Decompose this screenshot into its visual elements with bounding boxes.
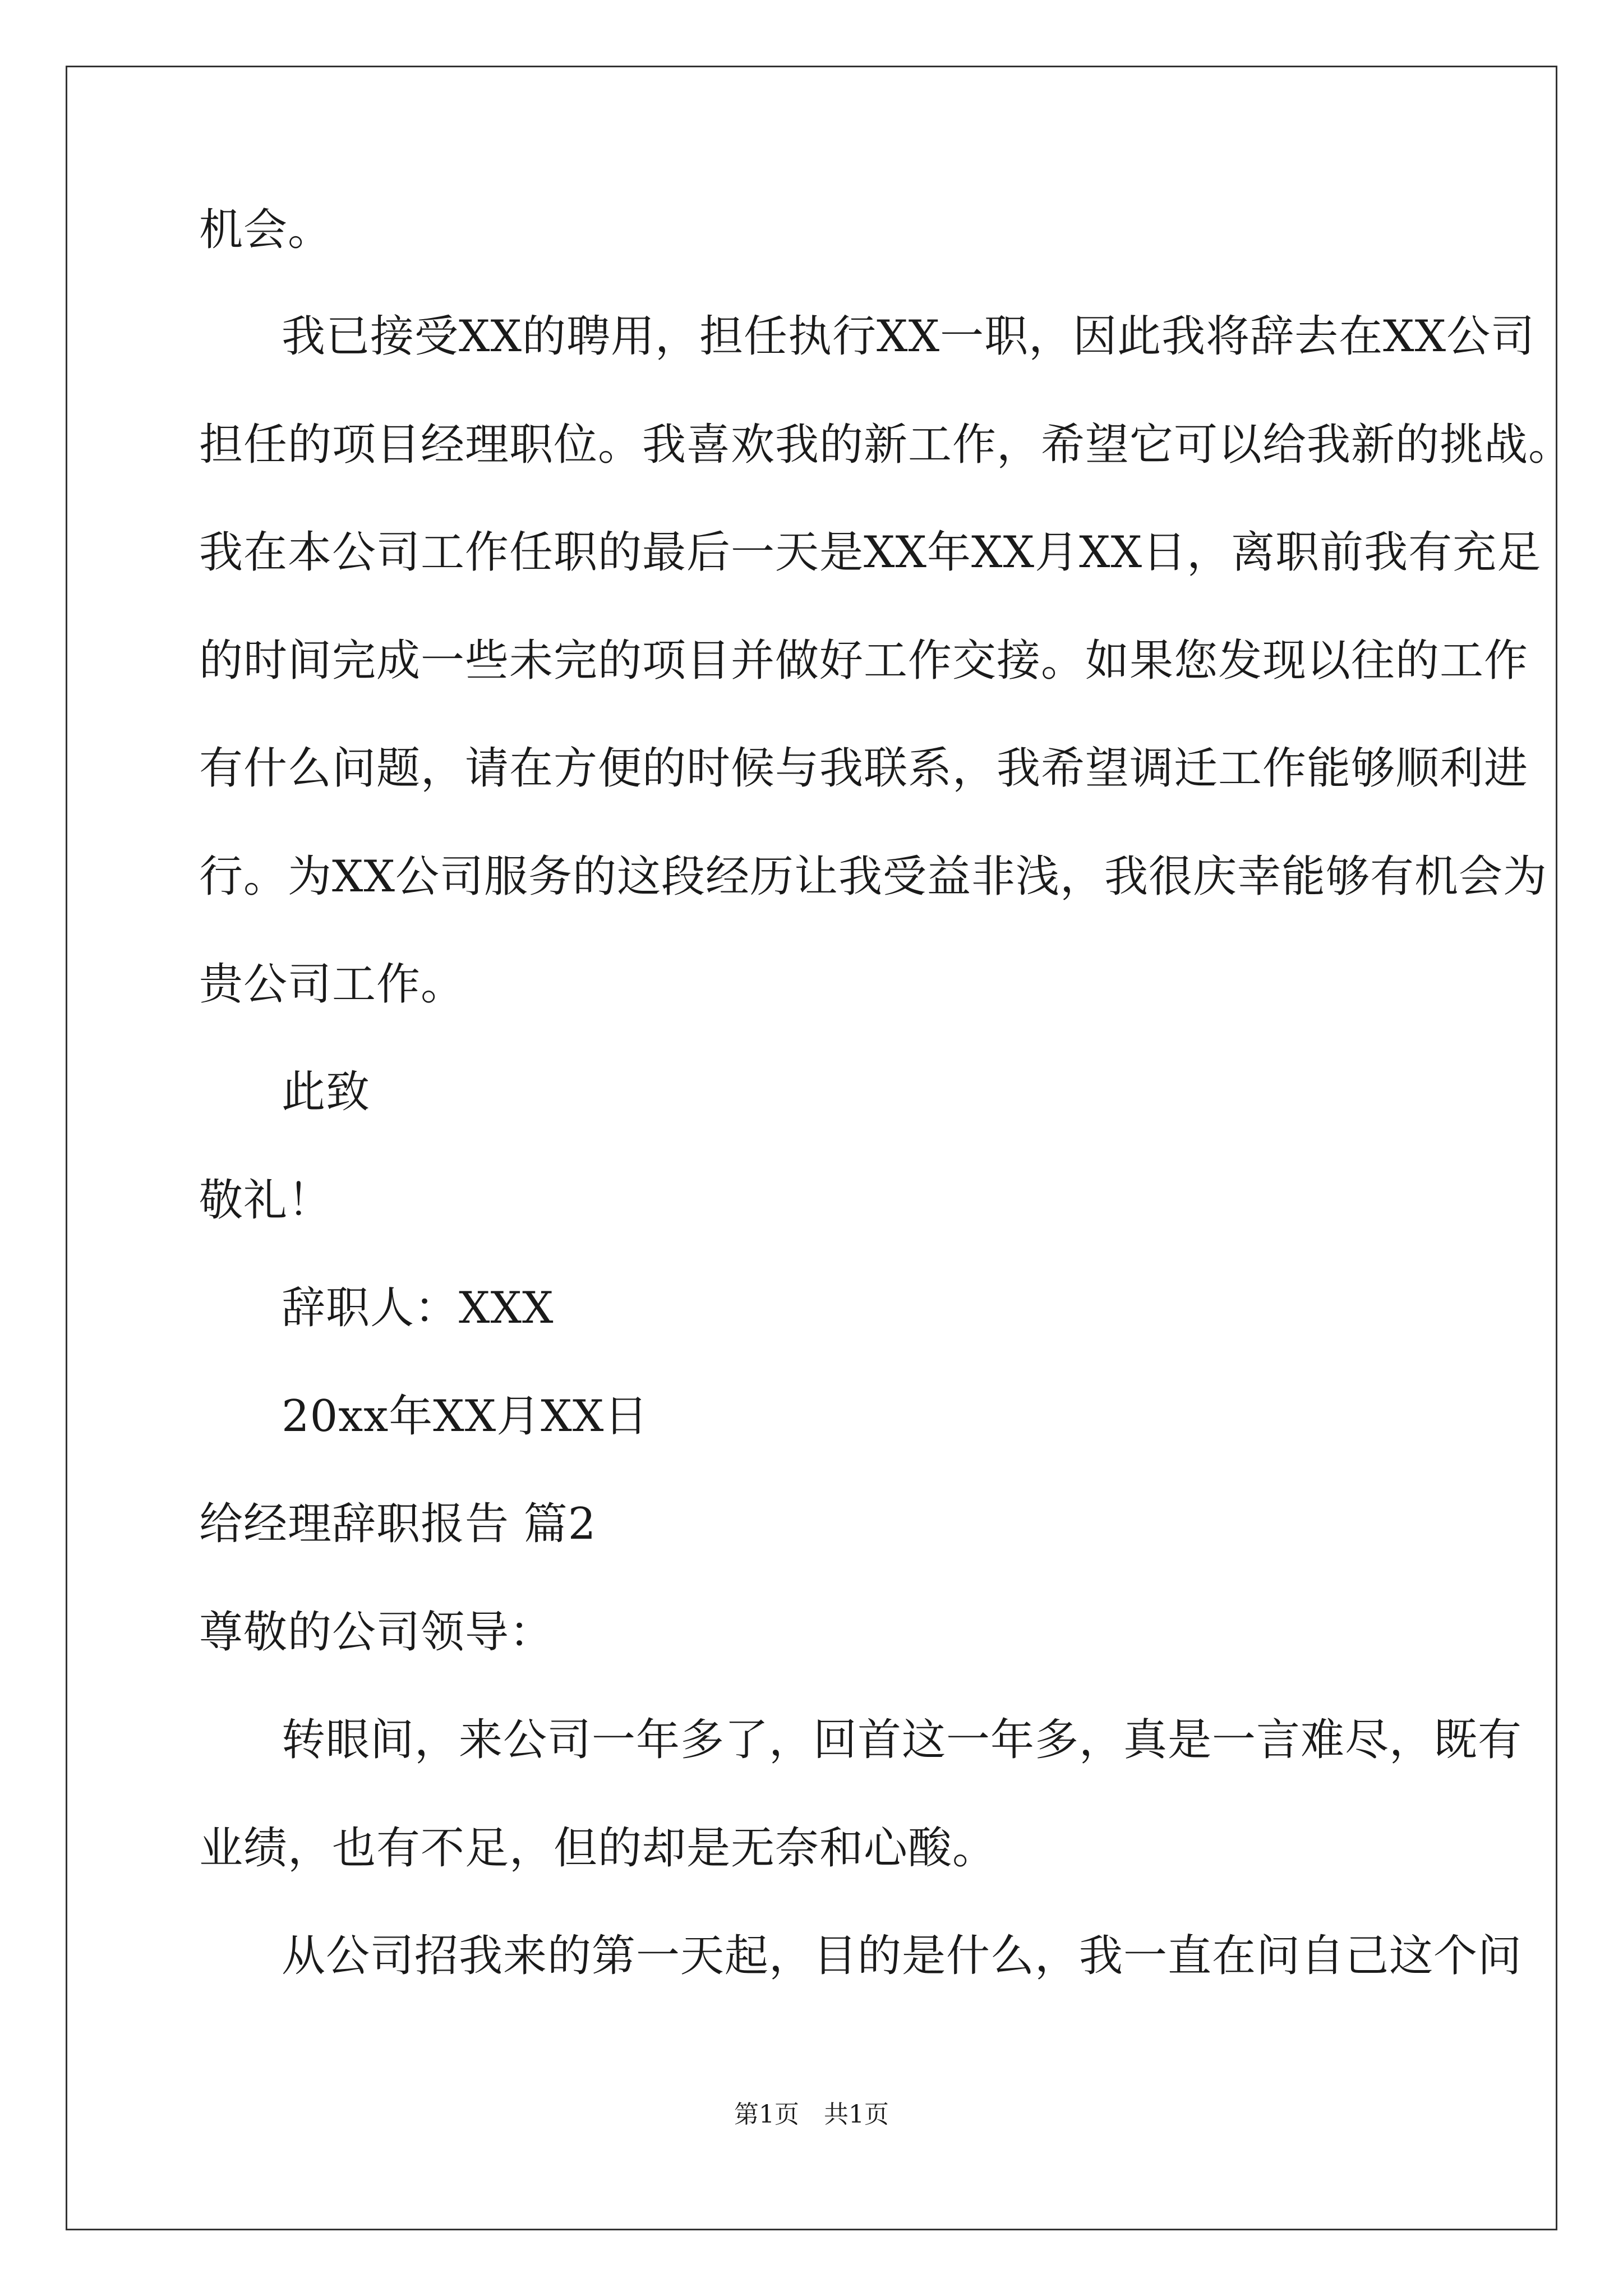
text-line: 从公司招我来的第一天起，目的是什么，我一直在问自己这个问	[282, 1931, 1523, 1981]
closing-phrase: 此致	[282, 1067, 371, 1117]
signature-name: 辞职人：XXX	[282, 1283, 554, 1333]
text-line: 我已接受XX的聘用，担任执行XX一职，因此我将辞去在XX公司	[282, 311, 1536, 362]
greeting: 尊敬的公司领导：	[199, 1607, 554, 1658]
text-line: 机会。	[199, 205, 333, 255]
text-line: 的时间完成一些未完的项目并做好工作交接。如果您发现以往的工作	[199, 636, 1529, 686]
text-line: 我在本公司工作任职的最后一天是XX年XX月XX日，离职前我有充足	[199, 527, 1542, 578]
text-line: 业绩，也有不足，但的却是无奈和心酸。	[199, 1823, 997, 1874]
signature-date: 20xx年XX月XX日	[282, 1391, 649, 1442]
text-line: 行。为XX公司服务的这段经历让我受益非浅，我很庆幸能够有机会为	[199, 852, 1548, 902]
text-line: 担任的项目经理职位。我喜欢我的新工作，希望它可以给我新的挑战。	[199, 420, 1573, 470]
text-line: 转眼间，来公司一年多了，回首这一年多，真是一言难尽，既有	[282, 1715, 1523, 1765]
text-line: 有什么问题，请在方便的时候与我联系，我希望调迁工作能够顺利进	[199, 743, 1529, 794]
page-number: 第1页 共1页	[734, 2100, 889, 2129]
page-border	[66, 66, 1557, 2230]
section-heading: 给经理辞职报告 篇2	[199, 1499, 597, 1549]
text-line: 贵公司工作。	[199, 959, 465, 1010]
salutation: 敬礼！	[199, 1175, 333, 1226]
